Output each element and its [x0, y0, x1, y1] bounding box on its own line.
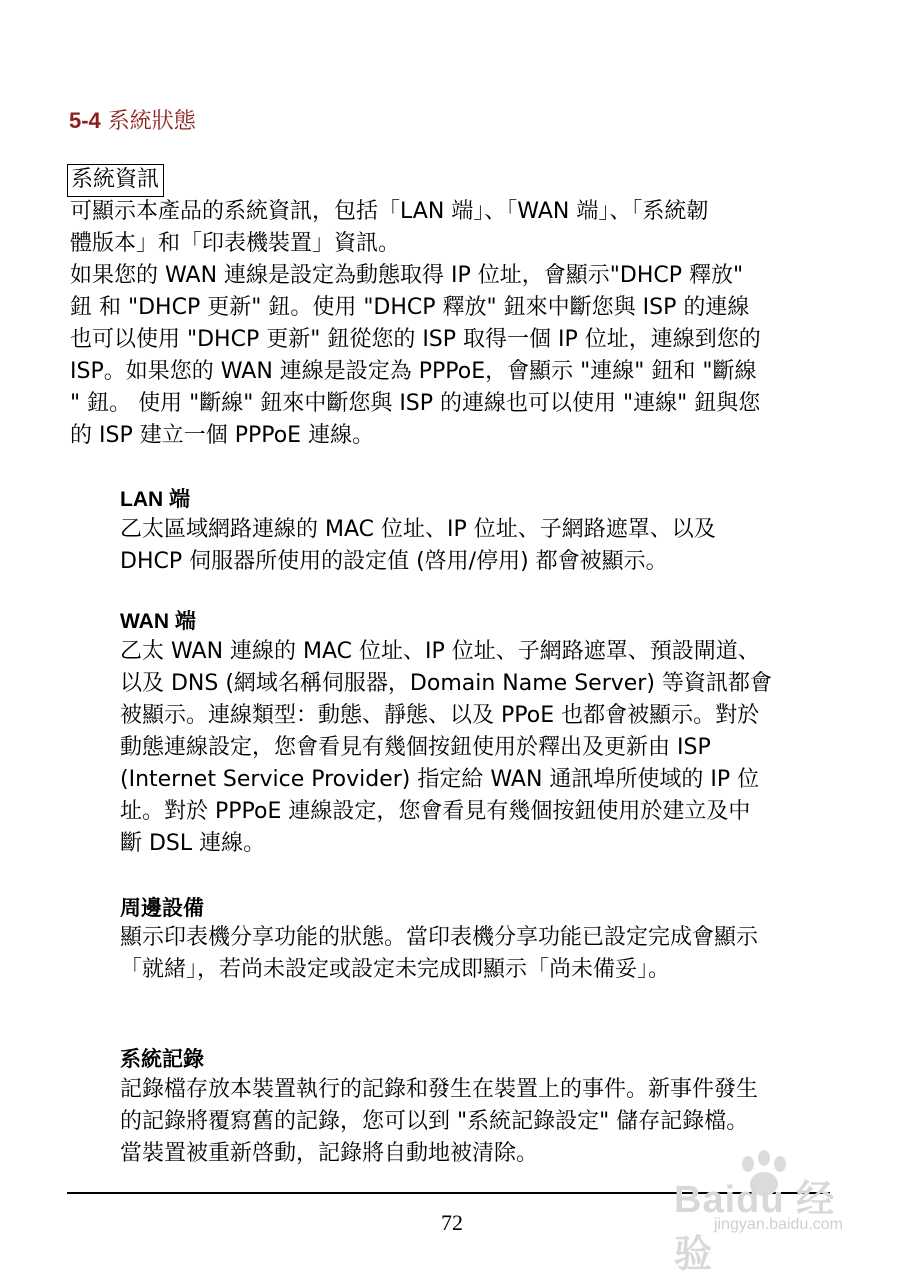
syslog-title: 系統記錄	[120, 1048, 204, 1071]
text-line: 乙太 WAN 連線的 MAC 位址、IP 位址、子網路遮罩、預設閘道、	[120, 639, 760, 664]
text-line: 動態連線設定，您會看見有幾個按鈕使用於釋出及更新由 ISP	[120, 735, 711, 760]
text-line: 「就緒」，若尚未設定或設定未完成即顯示「尚未備妥」。	[120, 957, 671, 982]
peripheral-paragraph	[120, 922, 758, 986]
lan-paragraph	[120, 514, 716, 578]
peripheral-title: 周邊設備	[120, 897, 204, 920]
text-line: 當裝置被重新啓動，記錄將自動地被清除。	[120, 1141, 539, 1166]
text-line: 可顯示本產品的系統資訊，包括「LAN 端」、「WAN 端」、「系統韌	[70, 199, 709, 224]
text-line: 顯示印表機分享功能的狀態。當印表機分享功能已設定完成會顯示	[120, 925, 759, 950]
text-line: 如果您的 WAN 連線是設定為動態取得 IP 位址，會顯示"DHCP 釋放"	[70, 263, 744, 288]
text-line: " 鈕。 使用 "斷線" 鈕來中斷您與 ISP 的連線也可以使用 "連線" 鈕與您	[70, 391, 761, 416]
section-number: 5-4	[69, 108, 101, 133]
page-number: 72	[441, 1210, 463, 1235]
text-line: (Internet Service Provider) 指定給 WAN 通訊埠所使域的 IP 位	[120, 767, 760, 792]
wan-paragraph	[120, 636, 772, 860]
text-line: DHCP 伺服器所使用的設定值 (啓用/停用) 都會被顯示。	[120, 549, 668, 574]
text-line: 址。對於 PPPoE 連線設定，您會看見有幾個按鈕使用於建立及中	[120, 799, 751, 824]
system-info-title: 系統資訊	[67, 164, 164, 197]
watermark-brand: Baidu 经验	[674, 1179, 836, 1276]
lan-title: LAN 端	[120, 488, 190, 511]
text-line: 被顯示。連線類型：動態、靜態、以及 PPoE 也都會被顯示。對於	[120, 703, 760, 728]
system-info-paragraph	[70, 196, 761, 452]
text-line: 斷 DSL 連線。	[120, 831, 266, 856]
text-line: 鈕 和 "DHCP 更新" 鈕。使用 "DHCP 釋放" 鈕來中斷您與 ISP 的連線	[70, 295, 750, 320]
text-line: 的記錄將覆寫舊的記錄，您可以到 "系統記錄設定" 儲存記錄檔。	[120, 1109, 749, 1134]
text-line: 體版本」和「印表機裝置」資訊。	[70, 231, 401, 256]
text-line: 以及 DNS (網域名稱伺服器，Domain Name Server) 等資訊都會	[120, 671, 772, 696]
watermark-url: jingyan.baidu.com	[714, 1216, 843, 1233]
text-line: 的 ISP 建立一個 PPPoE 連線。	[70, 423, 375, 448]
section-heading	[69, 104, 196, 135]
text-line: 也可以使用 "DHCP 更新" 鈕從您的 ISP 取得一個 IP 位址，連線到您的	[70, 327, 761, 352]
section-title: 系統狀態	[107, 109, 196, 134]
syslog-paragraph	[120, 1074, 758, 1170]
text-line: 記錄檔存放本裝置執行的記錄和發生在裝置上的事件。新事件發生	[120, 1077, 759, 1102]
text-line: 乙太區域網路連線的 MAC 位址、IP 位址、子網路遮罩、以及	[120, 517, 716, 542]
watermark	[664, 1150, 864, 1276]
wan-title: WAN 端	[120, 610, 196, 633]
text-line: ISP。如果您的 WAN 連線是設定為 PPPoE，會顯示 "連線" 鈕和 "斷線	[70, 359, 757, 384]
